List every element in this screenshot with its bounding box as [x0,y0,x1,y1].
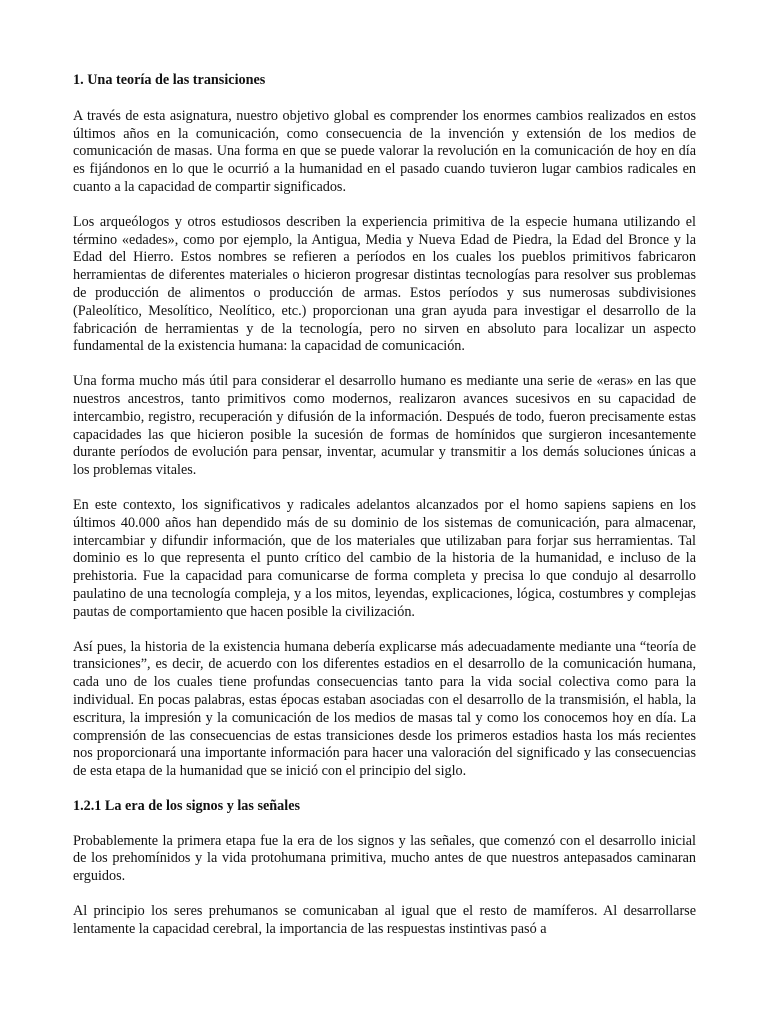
section-heading: 1. Una teoría de las transiciones [73,72,266,88]
paragraph-3: Una forma mucho más útil para considerar el desarrollo humano es mediante una serie de «eras» en las que nuestros ancestros, tanto primitivos como modernos, realizaron avances sucesivos en su capacidad de intercambio, registro, recuperación y difusión de la información. Después de todo, fueron precisamente estas capacidades las que hicieron posible la sucesión de formas de homínidos que surgieron incesantemente durante períodos de evolución para pensar, inventar, acumular y transmitir a los demás soluciones únicas a los problemas vitales. [73,373,696,479]
paragraph-4: En este contexto, los significativos y radicales adelantos alcanzados por el homo sapiens sapiens en los últimos 40.000 años han dependido más de su dominio de los sistemas de comunicación, para almacenar, intercambiar y difundir información, que de los materiales que utilizaban para forjar sus herramientas. Tal dominio es lo que representa el punto crítico del cambio de la historia de la humanidad, e incluso de la prehistoria. Fue la capacidad para comunicarse de forma completa y precisa lo que condujo al desarrollo paulatino de una tecnología compleja, y a los mitos, leyendas, explicaciones, lógica, costumbres y complejas pautas de comportamiento que hacen posible la civilización. [73,496,696,620]
paragraph-6: Probablemente la primera etapa fue la era de los signos y las señales, que comenzó con el desarrollo inicial de los prehomínidos y la vida protohumana primitiva, mucho antes de que nuestros antepasados caminaran erguidos. [73,832,696,885]
subsection-heading: 1.2.1 La era de los signos y las señales [73,797,301,814]
paragraph-5: Así pues, la historia de la existencia humana debería explicarse más adecuadamente mediante una “teoría de transiciones”, es decir, de acuerdo con los diferentes estadios en el desarrollo de la comunicación humana, cada uno de los cuales tiene profundas consecuencias tanto para la vida social colectiva como para la individual. En pocas palabras, estas épocas estaban asociadas con el desarrollo de la transmisión, el habla, la escritura, la impresión y la comunicación de los medios de masas tal y como los conocemos hoy en día. La comprensión de las consecuencias de estas transiciones desde los primeros estadios hasta los más recientes nos proporcionará una importante información para hacer una valoración del significado y las consecuencias de esta etapa de la humanidad que se inició con el principio del siglo. [73,638,696,780]
paragraph-2: Los arqueólogos y otros estudiosos describen la experiencia primitiva de la especie humana utilizando el término «edades», como por ejemplo, la Antigua, Media y Nueva Edad de Piedra, la Edad del Bronce y la Edad del Hierro. Estos nombres se refieren a períodos en los cuales los pueblos primitivos fabricaron herramientas de diferentes materiales o hicieron progresar distintas tecnologías para resolver sus problemas de producción de alimentos o producción de armas. Estos períodos y sus numerosas subdivisiones (Paleolítico, Mesolítico, Neolítico, etc.) proporcionan una gran ayuda para investigar el desarrollo de la fabricación de herramientas y de la tecnología, pero no sirven en absoluto para localizar un aspecto fundamental de la existencia humana: la capacidad de comunicación. [73,213,696,355]
document-page [73,66,696,939]
paragraph-7: Al principio los seres prehumanos se comunicaban al igual que el resto de mamíferos. Al desarrollarse lentamente la capacidad cerebral, la importancia de las respuestas instintivas pasó a [73,903,696,937]
paragraph-1: A través de esta asignatura, nuestro objetivo global es comprender los enormes cambios realizados en estos últimos años en la comunicación, como consecuencia de la invención y extensión de los medios de comunicación de masas. Una forma en que se puede valorar la revolución en la comunicación de hoy en día es fijándonos en lo que le ocurrió a la humanidad en el pasado cuando tuvieron lugar cambios radicales en cuanto a la capacidad de compartir significados. [73,107,696,195]
